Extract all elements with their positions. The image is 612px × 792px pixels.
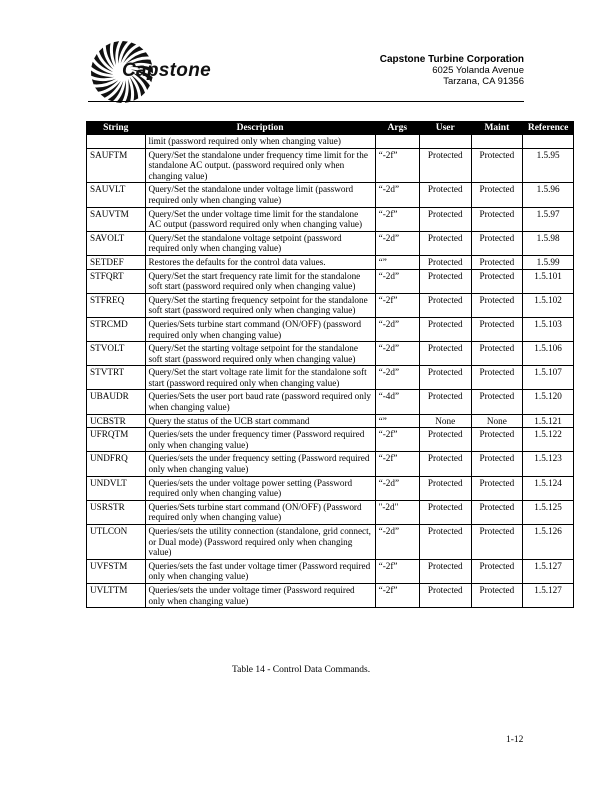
table-row (87, 269, 574, 293)
cell-maint: Protected (471, 317, 523, 341)
cell-maint: Protected (471, 559, 523, 583)
table-row (87, 255, 574, 269)
cell-reference: 1.5.103 (523, 317, 574, 341)
cell-args: “-2d” (375, 231, 419, 255)
cell-string: UTLCON (87, 525, 146, 560)
table-row (87, 231, 574, 255)
column-header: Description (145, 122, 375, 135)
column-header: Maint (471, 122, 523, 135)
cell-maint: Protected (471, 452, 523, 476)
cell-user: Protected (419, 525, 471, 560)
cell-args: "-2d" (375, 500, 419, 524)
cell-string: SAVOLT (87, 231, 146, 255)
cell-description: Query/Set the standalone under voltage limit (password required only when changing value) (145, 183, 375, 207)
cell-user: Protected (419, 269, 471, 293)
table-row (87, 428, 574, 452)
cell-maint: Protected (471, 255, 523, 269)
cell-user: Protected (419, 342, 471, 366)
cell-args: “-2f” (375, 148, 419, 183)
table-row (87, 452, 574, 476)
table-row (87, 342, 574, 366)
cell-args: “-2d” (375, 366, 419, 390)
cell-maint: Protected (471, 500, 523, 524)
cell-reference: 1.5.95 (523, 148, 574, 183)
cell-description: Query/Set the start voltage rate limit for the standalone soft start (password required only when changing value) (145, 366, 375, 390)
cell-user: Protected (419, 500, 471, 524)
cell-maint: Protected (471, 428, 523, 452)
cell-reference: 1.5.99 (523, 255, 574, 269)
cell-description: Query/Set the under voltage time limit for the standalone AC output (password required only when changing value) (145, 207, 375, 231)
cell-reference: 1.5.106 (523, 342, 574, 366)
cell-reference: 1.5.127 (523, 559, 574, 583)
cell-user: Protected (419, 293, 471, 317)
cell-string: USRSTR (87, 500, 146, 524)
cell-description: Query/Set the standalone voltage setpoint (password required only when changing value) (145, 231, 375, 255)
cell-description: Query/Set the start frequency rate limit for the standalone soft start (password required only when changing value) (145, 269, 375, 293)
cell-description: Query/Set the starting frequency setpoint for the standalone soft start (password required only when changing value) (145, 293, 375, 317)
cell-description: Query/Set the starting voltage setpoint for the standalone soft start (password required only when changing value) (145, 342, 375, 366)
cell-user: Protected (419, 428, 471, 452)
cell-args: “-2d” (375, 525, 419, 560)
cell-string: UNDVLT (87, 476, 146, 500)
cell-maint: Protected (471, 207, 523, 231)
cell-maint: Protected (471, 148, 523, 183)
table-row (87, 390, 574, 414)
table-row (87, 500, 574, 524)
cell-user: Protected (419, 231, 471, 255)
cell-description: Queries/Sets turbine start command (ON/OFF) (password required only when changing value) (145, 317, 375, 341)
table-row (87, 414, 574, 428)
table-row (87, 183, 574, 207)
address-line-2: Tarzana, CA 91356 (443, 76, 524, 87)
cell-string: STRCMD (87, 317, 146, 341)
cell-maint: Protected (471, 476, 523, 500)
cell-reference: 1.5.96 (523, 183, 574, 207)
cell-user: None (419, 414, 471, 428)
cell-description: Restores the defaults for the control data values. (145, 255, 375, 269)
address-line-1: 6025 Yolanda Avenue (432, 65, 524, 76)
cell-args: “” (375, 414, 419, 428)
cell-maint: Protected (471, 390, 523, 414)
cell-user: Protected (419, 317, 471, 341)
cell-args: “” (375, 255, 419, 269)
cell-reference: 1.5.125 (523, 500, 574, 524)
table-row (87, 366, 574, 390)
cell-string: UBAUDR (87, 390, 146, 414)
cell-string: SETDEF (87, 255, 146, 269)
cell-args: “-4d” (375, 390, 419, 414)
cell-reference: 1.5.127 (523, 583, 574, 607)
cell-maint: Protected (471, 269, 523, 293)
cell-args: “-2f” (375, 583, 419, 607)
cell-description: Queries/sets the fast under voltage timer (Password required only when changing value) (145, 559, 375, 583)
cell-args: “-2d” (375, 476, 419, 500)
table-row (87, 559, 574, 583)
cell-string: UFRQTM (87, 428, 146, 452)
cell-reference: 1.5.123 (523, 452, 574, 476)
table-row (87, 317, 574, 341)
cell-maint: Protected (471, 366, 523, 390)
company-name: Capstone Turbine Corporation (379, 54, 524, 65)
cell-args: “-2f” (375, 428, 419, 452)
cell-description: Queries/sets the under voltage power setting (Password required only when changing value) (145, 476, 375, 500)
cell-maint: Protected (471, 293, 523, 317)
control-data-commands-table (86, 121, 574, 608)
table-row (87, 148, 574, 183)
table-row (87, 207, 574, 231)
logo-text: Capstone (122, 60, 211, 81)
cell-reference: 1.5.102 (523, 293, 574, 317)
cell-description: Queries/sets the under frequency setting (Password required only when changing value) (145, 452, 375, 476)
cell-maint: Protected (471, 183, 523, 207)
cell-description: Query the status of the UCB start command (145, 414, 375, 428)
cell-string: STVOLT (87, 342, 146, 366)
company-address (380, 54, 524, 87)
cell-description: Query/Set the standalone under frequency time limit for the standalone AC output. (password required only when changing value) (145, 148, 375, 183)
cell-user: Protected (419, 148, 471, 183)
cell-reference: 1.5.126 (523, 525, 574, 560)
table-header-row (87, 122, 574, 135)
cell-maint: Protected (471, 231, 523, 255)
cell-string: UVFSTM (87, 559, 146, 583)
cell-description: Queries/Sets the user port baud rate (password required only when changing value) (145, 390, 375, 414)
cell-user: Protected (419, 183, 471, 207)
cell-maint: Protected (471, 583, 523, 607)
cell-reference: 1.5.107 (523, 366, 574, 390)
table-row (87, 476, 574, 500)
cell-args: “-2f” (375, 293, 419, 317)
cell-string: STFQRT (87, 269, 146, 293)
cell-maint: Protected (471, 342, 523, 366)
table-caption-text: Table 14 - Control Data Commands. (232, 665, 371, 675)
cell-reference: 1.5.101 (523, 269, 574, 293)
cell-string: UNDFRQ (87, 452, 146, 476)
cell-args: “-2d” (375, 183, 419, 207)
cell-reference: 1.5.124 (523, 476, 574, 500)
cell-maint: Protected (471, 525, 523, 560)
column-header: Args (375, 122, 419, 135)
cell-string: SAUVLT (87, 183, 146, 207)
cell-string: SAUFTM (87, 148, 146, 183)
cell-reference: 1.5.122 (523, 428, 574, 452)
cell-reference: 1.5.98 (523, 231, 574, 255)
cell-args: “-2f” (375, 207, 419, 231)
cell-user: Protected (419, 559, 471, 583)
cell-user: Protected (419, 583, 471, 607)
cell-description: Queries/sets the under voltage timer (Password required only when changing value) (145, 583, 375, 607)
cell-reference: 1.5.97 (523, 207, 574, 231)
cell-string: STVTRT (87, 366, 146, 390)
header-divider (88, 101, 524, 102)
column-header: Reference (523, 122, 574, 135)
cell-maint: None (471, 414, 523, 428)
cell-args: “-2f” (375, 559, 419, 583)
table-row (87, 525, 574, 560)
cell-args: “-2d” (375, 317, 419, 341)
column-header: User (419, 122, 471, 135)
cell-string: STFREQ (87, 293, 146, 317)
cell-user: Protected (419, 452, 471, 476)
table-row (87, 583, 574, 607)
table-row (87, 293, 574, 317)
page-number: 1-12 (506, 735, 524, 745)
cell-args: “-2d” (375, 342, 419, 366)
column-header: String (87, 122, 146, 135)
cell-description: Queries/sets the utility connection (standalone, grid connect, or Dual mode) (Password required only when changing value) (145, 525, 375, 560)
cell-string: SAUVTM (87, 207, 146, 231)
cell-user: Protected (419, 366, 471, 390)
logo-swirl-blade (99, 48, 113, 70)
table-caption (0, 665, 612, 675)
cell-args: “-2f” (375, 452, 419, 476)
cell-user: Protected (419, 207, 471, 231)
table-row-continuation (87, 135, 574, 149)
cell-user: Protected (419, 390, 471, 414)
logo-swirl-blade (92, 79, 116, 85)
cell-reference: 1.5.121 (523, 414, 574, 428)
cell-reference: 1.5.120 (523, 390, 574, 414)
cell-user: Protected (419, 476, 471, 500)
cell-user: Protected (419, 255, 471, 269)
cell-string: UVLTTM (87, 583, 146, 607)
cell-args: “-2d” (375, 269, 419, 293)
continuation-text: limit (password required only when changing value) (145, 135, 375, 149)
cell-description: Queries/Sets turbine start command (ON/OFF) (Password required only when changing value) (145, 500, 375, 524)
cell-description: Queries/sets the under frequency timer (Password required only when changing value) (145, 428, 375, 452)
cell-string: UCBSTR (87, 414, 146, 428)
